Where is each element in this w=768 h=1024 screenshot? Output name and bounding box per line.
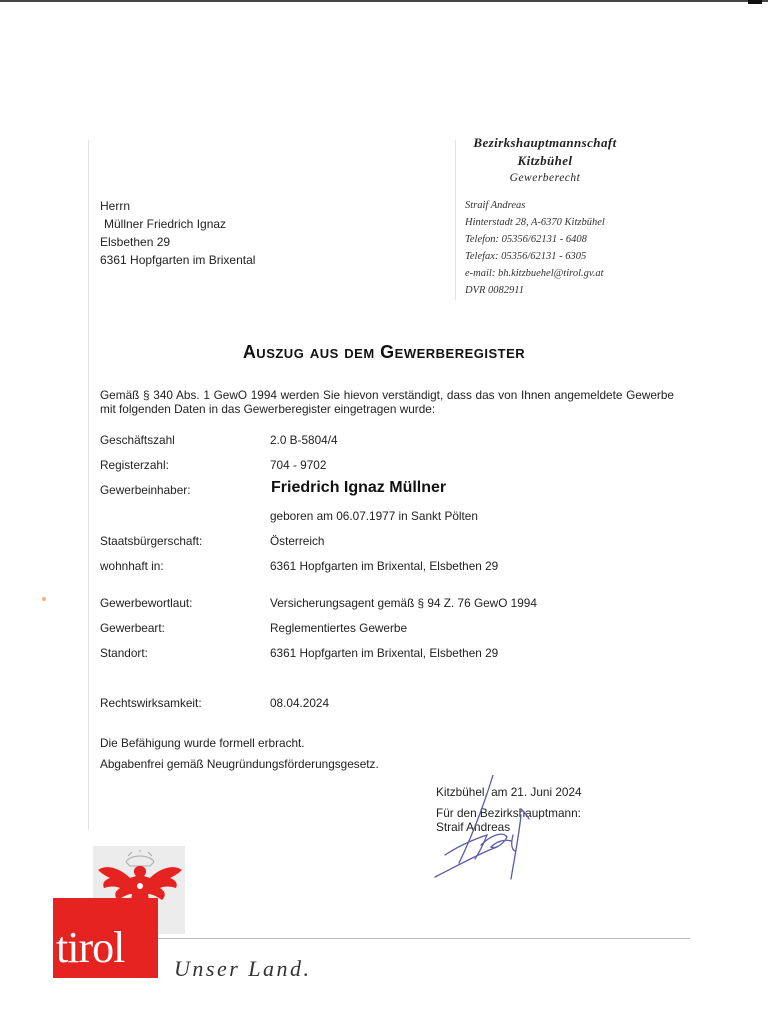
authority-district: Kitzbühel	[517, 153, 573, 168]
field-label-location: Standort:	[100, 646, 148, 660]
recipient-address	[100, 197, 255, 269]
field-value-owner: Friedrich Ignaz Müllner	[271, 479, 447, 496]
authority-department: Gewerberecht	[509, 172, 581, 184]
field-value-location: 6361 Hopfgarten im Brixental, Elsbethen 29	[270, 646, 499, 660]
footer-line	[158, 938, 690, 939]
contact-phone: Telefon: 05356/62131 - 6408	[465, 234, 587, 245]
recipient-street: Elsbethen 29	[100, 235, 171, 249]
field-label-trade-wording: Gewerbewortlaut:	[100, 596, 193, 610]
field-label-case-number: Geschäftszahl	[100, 433, 175, 447]
field-value-trade-type: Reglementiertes Gewerbe	[270, 621, 408, 635]
field-value-register-number: 704 - 9702	[270, 458, 327, 472]
recipient-city: 6361 Hopfgarten im Brixental	[100, 253, 256, 267]
signature-on-behalf: Für den Bezirkshauptmann:	[436, 806, 581, 820]
signature-place-date: Kitzbühel, am 21. Juni 2024	[436, 785, 582, 799]
field-label-register-number: Registerzahl:	[100, 458, 169, 472]
field-label-effective-date: Rechtswirksamkeit:	[100, 696, 202, 710]
contact-fax: Telefax: 05356/62131 - 6305	[465, 251, 587, 262]
field-value-citizenship: Österreich	[270, 534, 325, 548]
top-border-line	[0, 0, 768, 2]
contact-dvr: DVR 0082911	[465, 285, 525, 296]
field-value-trade-wording: Versicherungsagent gemäß § 94 Z. 76 GewO 1994	[270, 596, 537, 610]
signature-signer: Straif Andreas	[436, 820, 511, 834]
field-label-residence: wohnhaft in:	[100, 559, 164, 573]
recipient-salutation: Herrn	[100, 199, 131, 213]
document-title: Auszug aus dem Gewerberegister	[242, 342, 526, 362]
intro-paragraph: Gemäß § 340 Abs. 1 GewO 1994 werden Sie hievon verständigt, dass das von Ihnen angemeldete Gewerbe mit folgenden Daten in das Gewerberegister eingetragen wurde:	[100, 388, 674, 416]
contact-block	[465, 197, 605, 299]
recipient-name: Müllner Friedrich Ignaz	[104, 217, 227, 231]
tirol-logo-text: tirol	[56, 923, 125, 972]
handwritten-signature	[425, 775, 545, 885]
field-value-case-number: 2.0 B-5804/4	[270, 433, 338, 447]
field-label-citizenship: Staatsbürgerschaft:	[100, 534, 203, 548]
field-label-trade-type: Gewerbeart:	[100, 621, 165, 635]
paper-spot	[42, 597, 46, 601]
authority-name: Bezirkshauptmannschaft	[473, 135, 617, 150]
field-value-residence: 6361 Hopfgarten im Brixental, Elsbethen 29	[270, 559, 499, 573]
field-value-effective-date: 08.04.2024	[270, 696, 330, 710]
contact-person: Straif Andreas	[465, 200, 526, 211]
contact-email: e-mail: bh.kitzbuehel@tirol.gv.at	[465, 268, 604, 279]
left-fold-line	[88, 140, 89, 830]
field-value-birth: geboren am 06.07.1977 in Sankt Pölten	[270, 509, 478, 523]
field-label-owner: Gewerbeinhaber:	[100, 483, 191, 497]
authority-header	[440, 134, 650, 184]
footer-slogan: Unser Land.	[174, 956, 312, 981]
contact-street: Hinterstadt 28, A-6370 Kitzbühel	[465, 217, 605, 228]
top-right-mark	[748, 0, 762, 4]
note-qualification: Die Befähigung wurde formell erbracht.	[100, 736, 305, 750]
note-fee-exemption: Abgabenfrei gemäß Neugründungsförderungsgesetz.	[100, 757, 379, 771]
